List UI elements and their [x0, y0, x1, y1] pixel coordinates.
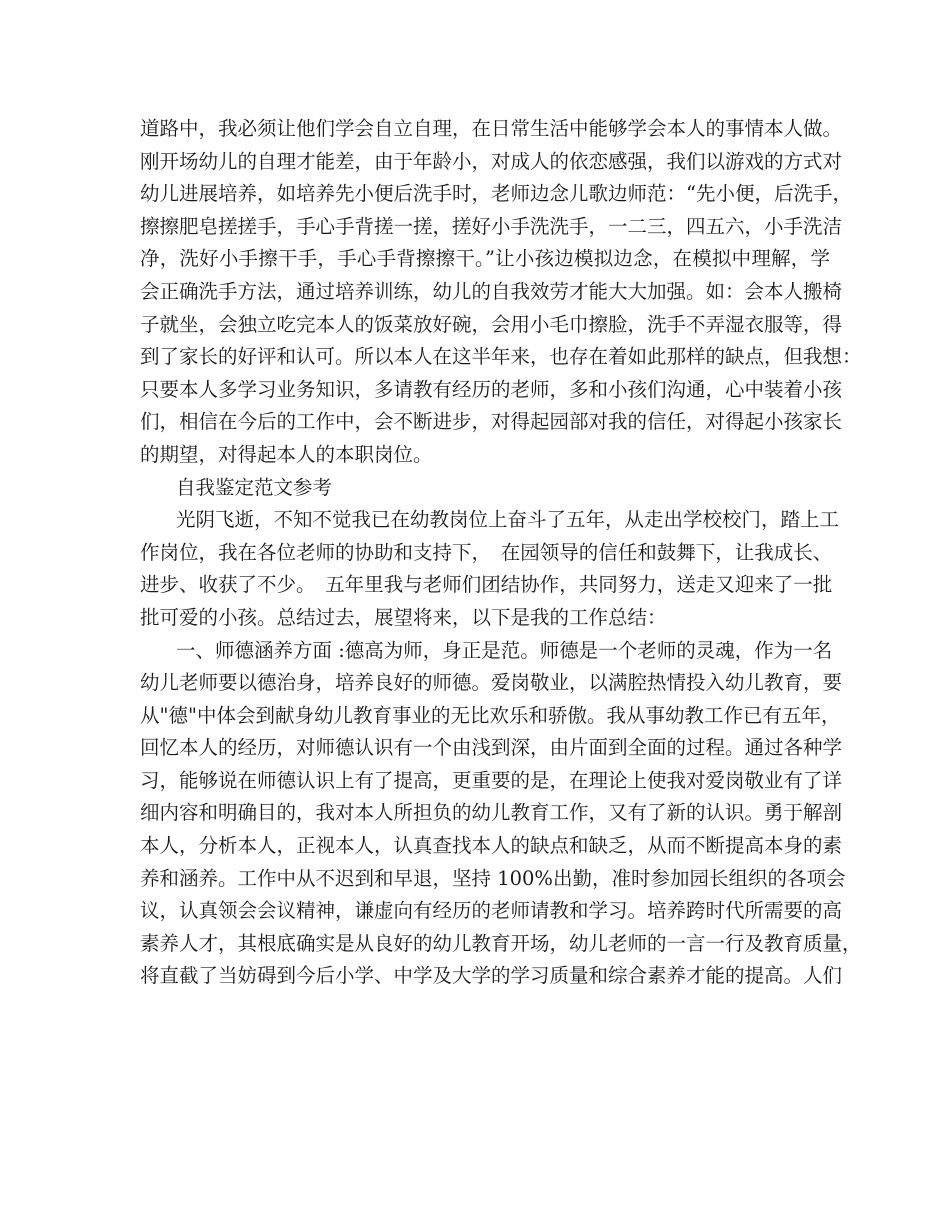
text-line: 回忆本人的经历，对师德认识有一个由浅到深，由片面到全面的过程。通过各种学 [140, 736, 843, 760]
text-line: 子就坐，会独立吃完本人的饭菜放好碗，会用小毛巾擦脸，洗手不弄湿衣服等，得 [140, 312, 843, 336]
text-line: 本人，分析本人，正视本人，认真查找本人的缺点和缺乏，从而不断提高本身的素 [140, 834, 843, 858]
text-line: 幼儿老师要以德治身，培养良好的师德。爱岗敬业，以满腔热情投入幼儿教育，要 [140, 671, 843, 695]
text-line: 议，认真领会会议精神，谦虚向有经历的老师请教和学习。培养跨时代所需要的高 [140, 899, 843, 923]
paragraph-first-line: 一、师德涵养方面 :德高为师，身正是范。师德是一个老师的灵魂，作为一名 [176, 638, 833, 662]
text-line: 习，能够说在师德认识上有了提高，更重要的是，在理论上使我对爱岗敬业有了详 [140, 768, 843, 792]
text-line: 净，洗好小手擦干手，手心手背擦擦干。”让小孩边模拟边念，在模拟中理解，学 [140, 247, 830, 271]
text-line: 的期望，对得起本人的本职岗位。 [140, 442, 433, 466]
text-line: 作岗位，我在各位老师的协助和支持下， 在园领导的信任和鼓舞下，让我成长、 [140, 540, 833, 564]
paragraph-first-line: 光阴飞逝，不知不觉我已在幼教岗位上奋斗了五年，从走出学校校门，踏上工 [176, 508, 840, 532]
text-line: 素养人才，其根底确实是从良好的幼儿教育开场，幼儿老师的一言一行及教育质量， [140, 931, 862, 955]
text-line: 将直截了当妨碍到今后小学、中学及大学的学习质量和综合素养才能的提高。人们 [140, 964, 843, 988]
section-heading: 自我鉴定范文参考 [176, 475, 333, 499]
text-line: 从"德"中体会到献身幼儿教育事业的无比欢乐和骄傲。我从事幼教工作已有五年， [140, 703, 841, 727]
text-line: 只要本人多学习业务知识，多请教有经历的老师，多和小孩们沟通，心中装着小孩 [140, 377, 843, 401]
text-line: 养和涵养。工作中从不迟到和早退，坚持 100%出勤，准时参加园长组织的各项会 [140, 866, 846, 890]
text-line: 会正确洗手方法，通过培养训练，幼儿的自我效劳才能大大加强。如：会本人搬椅 [140, 279, 843, 303]
text-line: 们，相信在今后的工作中，会不断进步，对得起园部对我的信任，对得起小孩家长 [140, 410, 843, 434]
text-line: 道路中，我必须让他们学会自立自理，在日常生活中能够学会本人的事情本人做。 [140, 117, 843, 140]
text-line: 擦擦肥皂搓搓手，手心手背搓一搓，搓好小手洗洗手，一二三，四五六，小手洗洁 [140, 214, 843, 238]
text-line: 批可爱的小孩。总结过去，展望将来，以下是我的工作总结： [140, 605, 667, 629]
text-line: 细内容和明确目的，我对本人所担负的幼儿教育工作，又有了新的认识。勇于解剖 [140, 801, 843, 825]
text-line: 到了家长的好评和认可。所以本人在这半年来，也存在着如此那样的缺点，但我想： [140, 345, 862, 369]
document-body [140, 113, 862, 993]
text-line: 刚开场幼儿的自理才能差，由于年龄小，对成人的依恋感强，我们以游戏的方式对 [140, 149, 843, 173]
text-line: 进步、收获了不少。 五年里我与老师们团结协作，共同努力，送走又迎来了一批 [140, 573, 833, 597]
text-line: 幼儿进展培养，如培养先小便后洗手时，老师边念儿歌边师范：“先小便，后洗手， [140, 182, 852, 206]
